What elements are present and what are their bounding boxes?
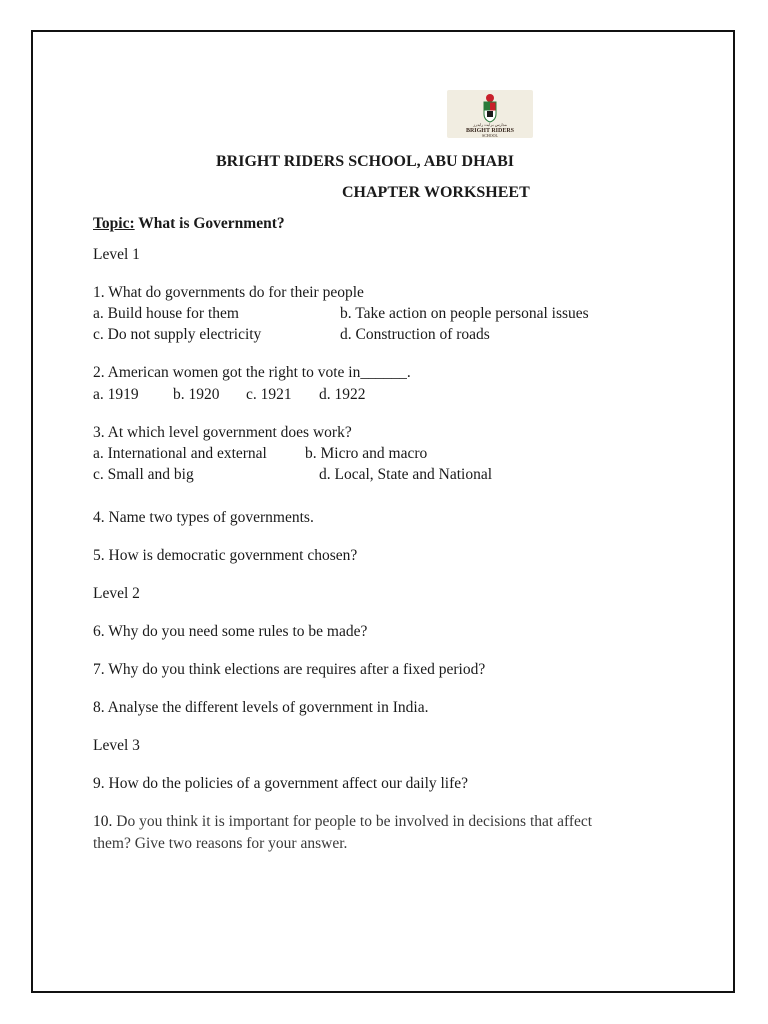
q2-option-d: d. 1922	[319, 386, 366, 403]
q10-line-1	[93, 814, 592, 830]
q2-option-b: b. 1920	[173, 386, 220, 403]
q3-text: 3. At which level government does work?	[93, 424, 352, 441]
q5-text: 5. How is democratic government chosen?	[93, 547, 358, 564]
q1-text: 1. What do governments do for their people	[93, 284, 364, 301]
q2-option-c: c. 1921	[246, 386, 292, 403]
q10-line-2: them? Give two reasons for your answer.	[93, 835, 348, 852]
level-1-heading: Level 1	[93, 246, 140, 263]
logo-arabic-text: مدارس برايت رايدرز	[473, 122, 507, 127]
worksheet-title: CHAPTER WORKSHEET	[342, 184, 530, 201]
q9-text: 9. How do the policies of a government affect our daily life?	[93, 775, 469, 792]
q3-option-a: a. International and external	[93, 445, 267, 462]
q1-option-c: c. Do not supply electricity	[93, 326, 262, 343]
q6-text: 6. Why do you need some rules to be made?	[93, 623, 368, 640]
worksheet-page	[31, 30, 735, 993]
level-3-heading: Level 3	[93, 737, 140, 754]
logo-sub: SCHOOL	[481, 133, 498, 138]
q8-text: 8. Analyse the different levels of government in India.	[93, 699, 429, 716]
q2-option-a: a. 1919	[93, 386, 139, 403]
school-title: BRIGHT RIDERS SCHOOL, ABU DHABI	[216, 153, 514, 170]
q2-text: 2. American women got the right to vote in______.	[93, 364, 411, 381]
topic-line	[93, 216, 285, 232]
q1-option-b: b. Take action on people personal issues	[340, 305, 589, 322]
topic-label: Topic:	[93, 215, 135, 232]
q10-text-1: Do you think it is important for people to be involved in decisions that affect	[116, 813, 593, 830]
q4-text: 4. Name two types of governments.	[93, 509, 314, 526]
crest-icon	[447, 90, 533, 124]
q3-option-c: c. Small and big	[93, 466, 194, 483]
q3-option-b: b. Micro and macro	[305, 445, 428, 462]
logo-name: BRIGHT RIDERS	[465, 128, 515, 134]
q1-option-a: a. Build house for them	[93, 305, 239, 322]
q3-option-d: d. Local, State and National	[319, 466, 493, 483]
q1-option-d: d. Construction of roads	[340, 326, 490, 343]
level-2-heading: Level 2	[93, 585, 140, 602]
school-logo	[447, 90, 533, 138]
topic-title: What is Government?	[138, 215, 285, 232]
q7-text: 7. Why do you think elections are requires after a fixed period?	[93, 661, 486, 678]
q10-number: 10.	[93, 813, 113, 830]
